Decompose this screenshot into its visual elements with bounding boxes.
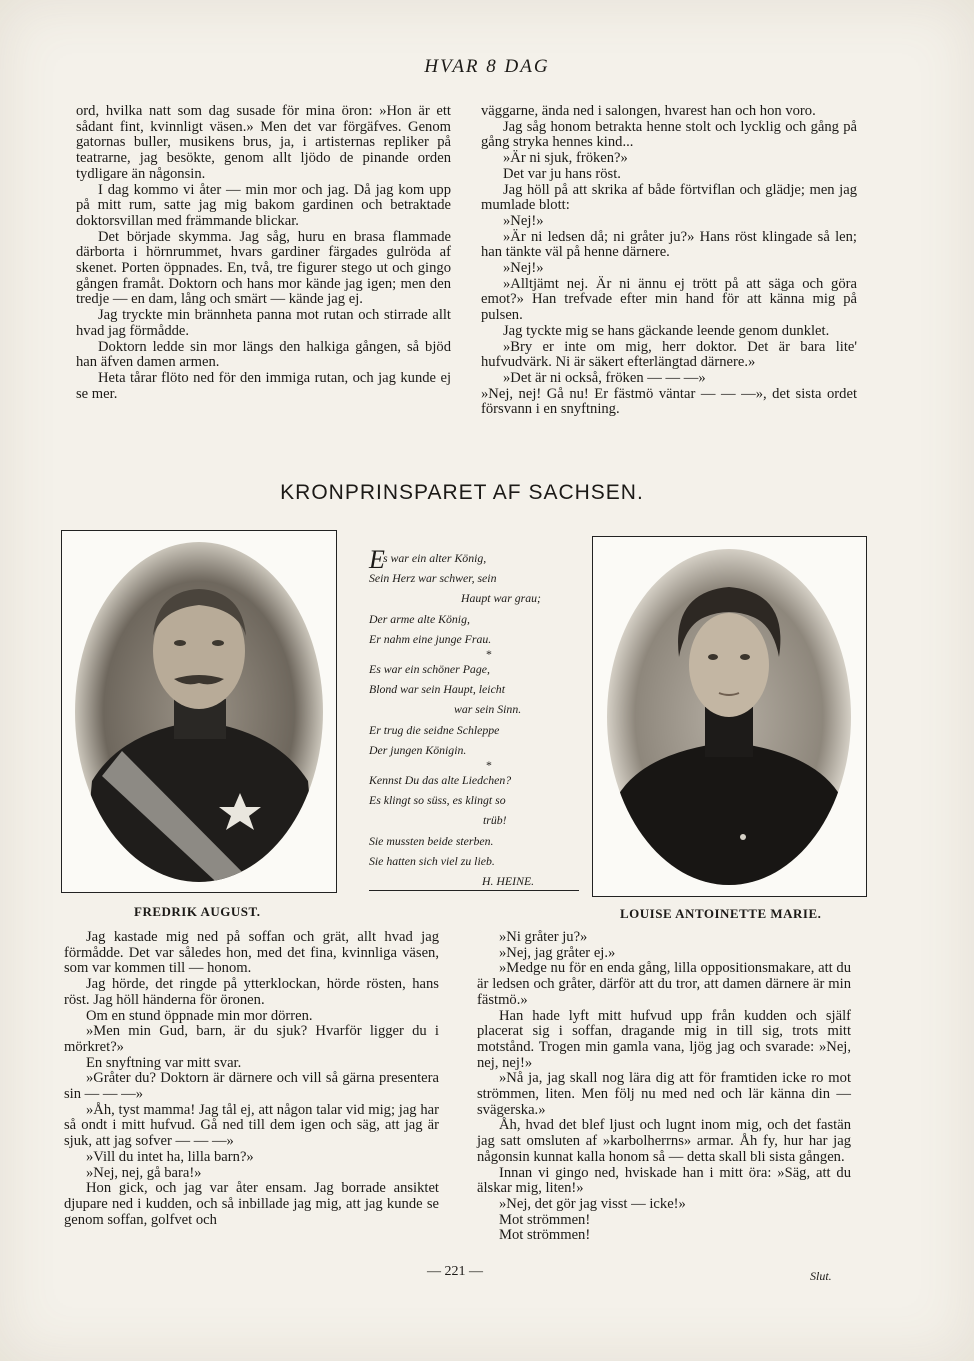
caption-right: LOUISE ANTOINETTE MARIE. <box>620 906 822 921</box>
poem-line: Sein Herz war schwer, sein <box>369 571 497 586</box>
caption-left: FREDRIK AUGUST. <box>134 904 261 919</box>
end-mark: Slut. <box>810 1269 832 1283</box>
poem-line: Er nahm eine junge Frau. <box>369 631 492 646</box>
column-bottom-right <box>477 930 851 1244</box>
poem-line: Sie hatten sich viel zu lieb. <box>369 853 495 868</box>
paragraph: »Nej, nej, gå bara!» <box>86 1164 202 1181</box>
poem-line: Sie mussten beide sterben. <box>369 833 494 848</box>
poem-line: Der arme alte König, <box>369 611 470 626</box>
poem-heine <box>369 545 579 891</box>
paragraph: Åh, hvad det blef ljust och lugnt inom mig, och det fastän jag satt omsluten af »karbolherrns» armar. Åh fy, hur har jag någonsin kunnat kalla honom så — detta skall bli sista gången. <box>477 1117 851 1165</box>
paragraph: »Ni gråter ju?» <box>499 929 588 945</box>
paragraph: Innan vi gingo ned, hviskade han i mitt öra: »Säg, att du älskar mig, liten!» <box>477 1164 851 1197</box>
paragraph: Jag tryckte min brännheta panna mot rutan och stirrade allt hvad jag förmådde. <box>76 307 451 339</box>
paragraph: Doktorn ledde sin mor längs den halkiga gången, så bjöd han äfven damen armen. <box>76 338 451 371</box>
column-bottom-left <box>64 930 439 1228</box>
poem-line: trüb! <box>483 813 507 828</box>
paragraph: En snyftning var mitt svar. <box>86 1054 242 1071</box>
paragraph: Om en stund öppnade min mor dörren. <box>86 1007 313 1024</box>
paragraph: »Det är ni också, fröken — — —» <box>503 369 706 386</box>
paragraph: Mot strömmen! <box>499 1227 591 1244</box>
paragraph: Jag höll på att skrika af både förtviflan och glädje; men jag mumlade blott: <box>481 181 857 214</box>
paragraph: väggarne, ända ned i salongen, hvarest han och hon voro. <box>481 103 816 119</box>
paragraph: »Är ni sjuk, fröken?» <box>503 150 628 167</box>
paragraph: Han hade lyft mitt hufvud upp från kudden och själf placerat sig i soffan, dragande mig in till sig, trots mitt motstånd. Trogen min gamla vana, ljög jag och svarade: »Nej, nej, nej!» <box>477 1007 851 1071</box>
poem-author: H. HEINE. <box>482 874 535 889</box>
paragraph: Det började skymma. Jag såg, huru en brasa flammade därborta i hörnrummet, hvars gardiner färgades gulröda af skenet. Porten öppnades. En, två, tre figurer stego ut och gingo gången framåt. Doktorn och hans mor kände jag igen; men den tredje — en dam, lång och smärt — kände jag ej. <box>76 228 451 308</box>
paragraph: »Nej, det gör jag visst — icke!» <box>499 1195 686 1212</box>
poem-separator: * <box>486 647 492 662</box>
paragraph: Jag hörde, det ringde på ytterklockan, hörde rösten, hans röst. Jag höll händerna för öronen. <box>64 976 439 1008</box>
paragraph: »Alltjämt nej. Är ni ännu ej trött på att säga och göra emot?» Han trefvade efter min hand för att känna mig på pulsen. <box>481 275 857 324</box>
paragraph: »Åh, tyst mamma! Jag tål ej, att någon talar vid mig; jag har så ondt i mitt hufvud. Gå ned till dem igen och säg, att jag är sjuk, att jag sofver — — —» <box>64 1101 439 1150</box>
paragraph: »Nej, nej! Gå nu! Er fästmö väntar — — —», det sista ordet försvann i en snyftning. <box>481 385 857 418</box>
paragraph: Heta tårar flöto ned för den immiga rutan, och jag kunde ej se mer. <box>76 369 451 402</box>
portrait-crown-princess <box>593 537 866 896</box>
paragraph: »Nej!» <box>503 260 544 277</box>
paragraph: Mot strömmen! <box>499 1211 591 1228</box>
poem-line: Der jungen Königin. <box>369 742 467 757</box>
paragraph: »Nå ja, jag skall nog lära dig att för framtiden icke ro mot strömmen, liten. Men följ nu med ned och lär känna din — svägerska.» <box>477 1070 851 1118</box>
paragraph: »Bry er inte om mig, herr doktor. Det är bara lite' hufvudvärk. Ni är säkert efterlängtad därnere.» <box>481 338 857 371</box>
portrait-frame-right <box>592 536 867 897</box>
paragraph: Det var ju hans röst. <box>503 165 621 182</box>
paragraph: Hon gick, och jag var åter ensam. Jag borrade ansiktet djupare ned i kudden, och så inbillade jag mig, att jag kunde se genom soffan, golfvet och <box>64 1180 439 1228</box>
poem-line: Es war ein schöner Page, <box>369 662 490 677</box>
poem-line: Kennst Du das alte Liedchen? <box>369 773 512 788</box>
paragraph: Jag kastade mig ned på soffan och grät, allt hvad jag förmådde. Det var således hon, med det fina, kvinnliga väsen, som var kommen till — honom. <box>64 929 439 977</box>
paragraph: »Vill du intet ha, lilla barn?» <box>86 1148 254 1165</box>
poem-line: Er trug die seidne Schleppe <box>369 722 500 737</box>
poem-line: Es klingt so süss, es klingt so <box>369 793 506 808</box>
poem-line: s war ein alter König, <box>383 551 487 565</box>
paragraph: »Gråter du? Doktorn är därnere och vill så gärna presentera sin — — —» <box>64 1070 439 1103</box>
poem-dropcap: E <box>369 545 385 574</box>
paragraph: ord, hvilka natt som dag susade för mina öron: »Hon är ett sådant fint, kvinnligt väsen.» Men det var förgäfves. Genom gatornas buller, musikens brus, ja, i artisternas repliker på teatrarne, jag besökte, genom allt ljödo de pinande orden tydligare än någonsin. <box>76 103 451 182</box>
page-number: — 221 — <box>427 1264 483 1279</box>
poem-line: war sein Sinn. <box>454 702 522 717</box>
poem-separator: * <box>486 758 492 773</box>
paragraph: Jag tyckte mig se hans gäckande leende genom dunklet. <box>503 322 830 339</box>
poem-line: Haupt war grau; <box>461 591 541 606</box>
portrait-frame-left <box>61 530 337 893</box>
article-headline: KRONPRINSPARET AF SACHSEN. <box>280 481 644 504</box>
paragraph: Jag såg honom betrakta henne stolt och lycklig och gång på gång stryka hennes kind... <box>481 118 857 151</box>
paragraph: I dag kommo vi åter — min mor och jag. Då jag kom upp på mitt rum, satte jag mig bakom gardinen och betraktade doktorsvillan med främmande blickar. <box>76 181 451 229</box>
masthead: HVAR 8 DAG <box>424 56 550 77</box>
column-top-right <box>481 104 857 418</box>
paragraph: »Nej, jag gråter ej.» <box>499 944 616 961</box>
paragraph: »Nej!» <box>503 212 544 229</box>
portrait-crown-prince <box>62 531 336 892</box>
paragraph: »Men min Gud, barn, är du sjuk? Hvarför ligger du i mörkret?» <box>64 1023 439 1055</box>
paragraph: »Är ni ledsen då; ni gråter ju?» Hans röst klingade så len; han tänkte väl på henne därnere. <box>481 228 857 261</box>
poem-line: Blond war sein Haupt, leicht <box>369 682 505 697</box>
column-top-left <box>76 104 451 402</box>
paragraph: »Medge nu för en enda gång, lilla oppositionsmakare, att du är ledsen och gråter, därför att du tror, att damen därnere är min fästmö.» <box>477 960 851 1008</box>
